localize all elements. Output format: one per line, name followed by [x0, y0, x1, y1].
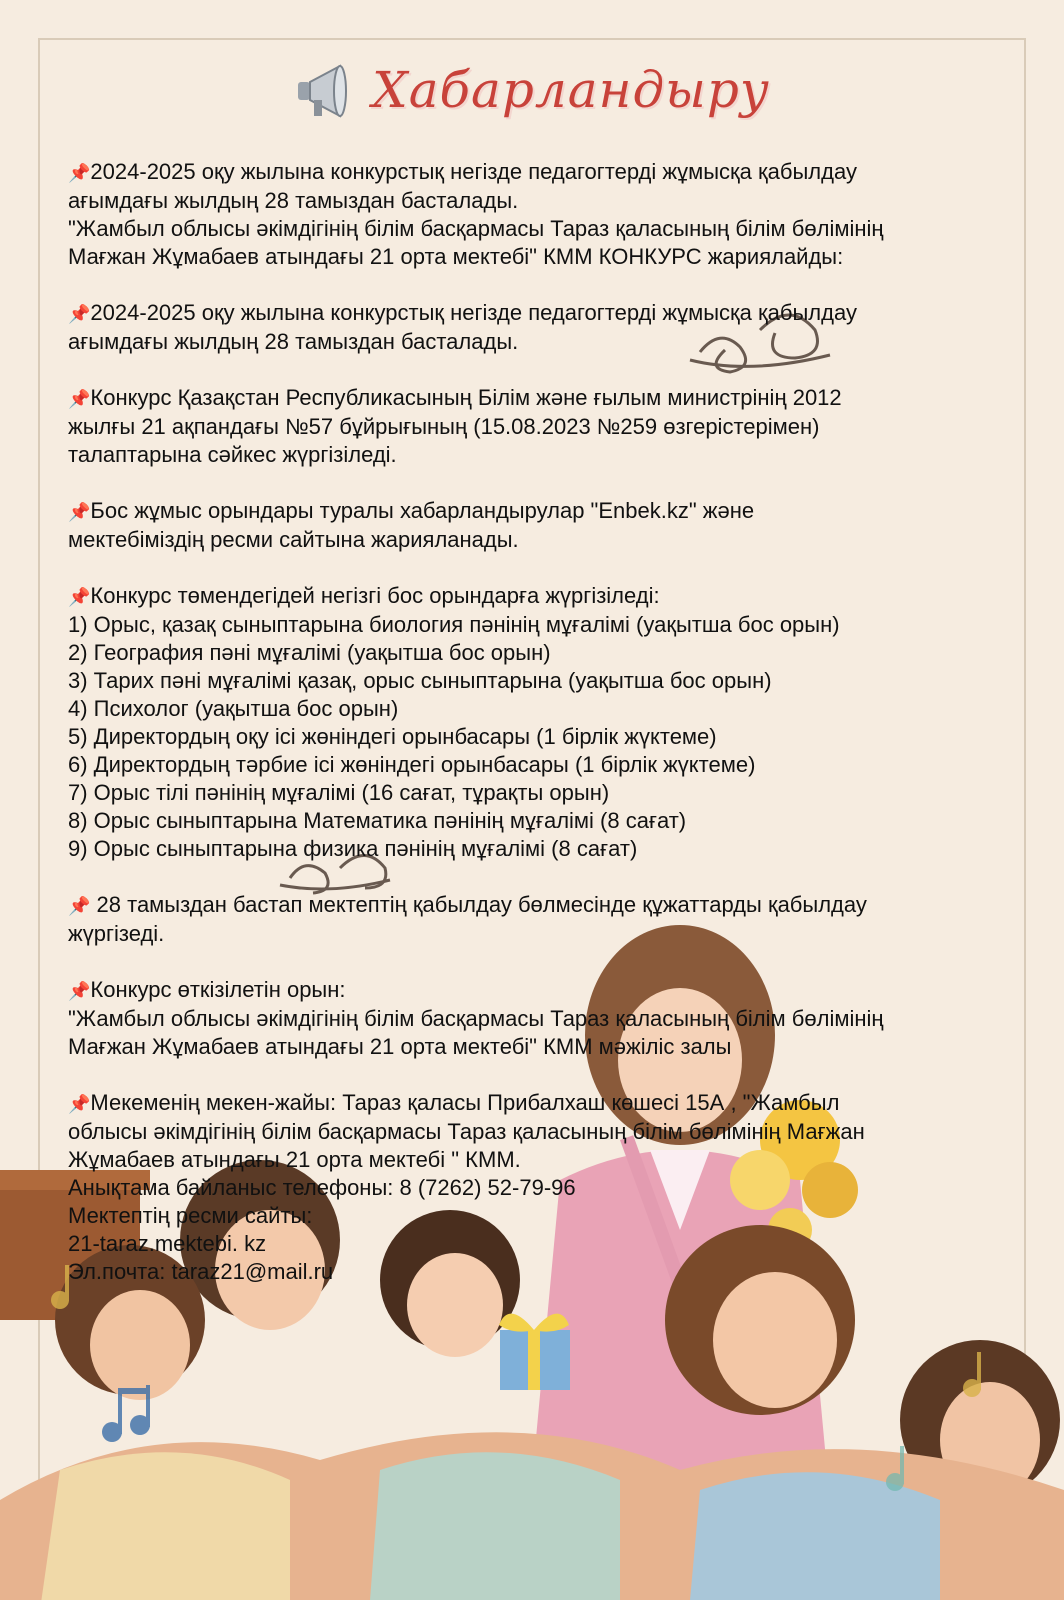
pushpin-icon: 📌 [68, 896, 91, 916]
list-item: 1) Орыс, қазақ сыныптарына биология пәнінің мұғалімі (уақытша бос орын) [68, 612, 840, 637]
basis-paragraph: 📌Конкурс Қазақстан Республикасының Білім және ғылым министрінің 2012 жылғы 21 ақпандағы №57 бұйрығының (15.08.2023 №259 өзгерістерімен) талаптарына сәйкес жүргізіледі. [68, 385, 842, 467]
site-label: Мектептің ресми сайты: [68, 1203, 313, 1228]
list-item: 5) Директордың оқу ісі жөніндегі орынбасары (1 бірлік жүктеме) [68, 724, 717, 749]
list-item: 9) Орыс сыныптарына физика пәнінің мұғалімі (8 сағат) [68, 836, 638, 861]
site-link[interactable]: 21-taraz.mektebi. kz [68, 1231, 267, 1256]
start-paragraph: 📌2024-2025 оқу жылына конкурстық негізде педагогтерді жұмысқа қабылдау ағымдағы жылдың 28 тамыздан басталады. [68, 300, 857, 354]
pushpin-icon: 📌 [68, 389, 91, 409]
phone-text: Анықтама байланыс телефоны: 8 (7262) 52-79-96 [68, 1175, 576, 1200]
pushpin-icon: 📌 [68, 981, 91, 1001]
list-item: 4) Психолог (уақытша бос орын) [68, 696, 399, 721]
list-item: 3) Тарих пәні мұғалімі қазақ, орыс сыныптарына (уақытша бос орын) [68, 668, 772, 693]
intro-paragraph: 📌2024-2025 оқу жылына конкурстық негізде педагогтерді жұмысқа қабылдау ағымдағы жылдың 28 тамыздан басталады. "Жамбыл облысы әкімдігінің білім басқармасы Тараз қаласының білім бөлімінің Мағжан Жұмабаев атындағы 21 орта мектебі" КММ КОНКУРС жариялайды: [68, 159, 884, 269]
megaphone-icon [294, 60, 356, 120]
vacancy-notice-paragraph: 📌Бос жұмыс орындары туралы хабарландырулар "Enbek.kz" және мектебіміздің ресми сайтына жарияланады. [68, 498, 755, 552]
pushpin-icon: 📌 [68, 1094, 91, 1114]
positions-heading: Конкурс төмендегідей негізгі бос орындарға жүргізіледі: [90, 583, 660, 608]
pushpin-icon: 📌 [68, 502, 91, 522]
list-item: 2) География пәні мұғалімі (уақытша бос орын) [68, 640, 551, 665]
venue-paragraph: 📌Конкурс өткізілетін орын: "Жамбыл облысы әкімдігінің білім басқармасы Тараз қаласының білім бөлімінің Мағжан Жұмабаев атындағы 21 орта мектебі" КММ мәжіліс залы [68, 977, 884, 1059]
documents-paragraph: 📌 28 тамыздан бастап мектептің қабылдау бөлмесінде құжаттарды қабылдау жүргізеді. [68, 892, 867, 946]
gift-box [499, 1314, 570, 1390]
pushpin-icon: 📌 [68, 163, 91, 183]
list-item: 6) Директордың тәрбие ісі жөніндегі орынбасары (1 бірлік жүктеме) [68, 752, 756, 777]
pushpin-icon: 📌 [68, 304, 91, 324]
email-text[interactable]: Эл.почта: taraz21@mail.ru [68, 1259, 334, 1284]
page-title: Хабарландыру [372, 61, 770, 119]
music-note-icon [102, 1385, 150, 1442]
header [0, 50, 1064, 130]
address-paragraph: 📌Мекеменің мекен-жайы: Тараз қаласы Прибалхаш көшесі 15А , "Жамбыл облысы әкімдігінің білім басқармасы Тараз қаласының білім бөлімінің Мағжан Жұмабаев атындағы 21 орта мектебі " КММ. Анықтама байланыс телефоны: 8 (7262) 52-79-96 Мектептің ресми сайты: 21-taraz.mektebi. kz Эл.почта: taraz21@mail.ru [68, 1089, 1008, 1286]
announcement-body [68, 158, 1008, 1314]
positions-list [68, 582, 1008, 863]
pushpin-icon: 📌 [68, 587, 91, 607]
list-item: 8) Орыс сыныптарына Математика пәнінің мұғалімі (8 сағат) [68, 808, 687, 833]
list-item: 7) Орыс тілі пәнінің мұғалімі (16 сағат, тұрақты орын) [68, 780, 610, 805]
